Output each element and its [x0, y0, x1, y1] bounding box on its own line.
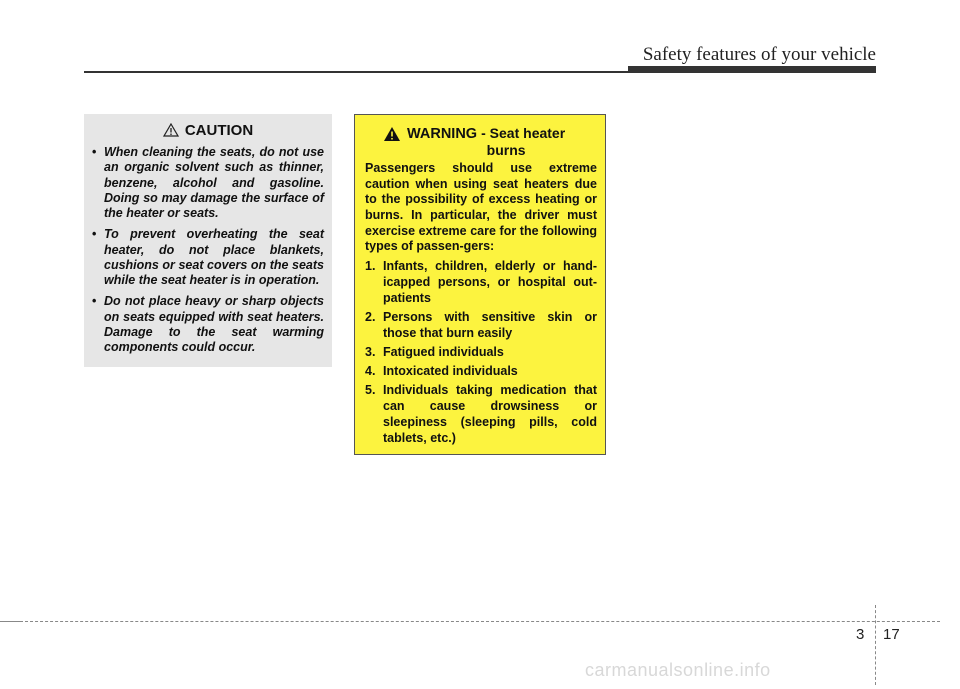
- warning-item: 3. Fatigued individuals: [365, 344, 504, 359]
- caution-title: CAUTION: [184, 122, 254, 139]
- bullet-icon: •: [92, 145, 97, 159]
- bullet-icon: •: [92, 227, 97, 242]
- footer-rule-left: [0, 621, 20, 622]
- caution-heading: [92, 122, 324, 141]
- page-number: 17: [883, 626, 900, 643]
- warning-subtitle: - Seat heater: [481, 125, 566, 141]
- caution-item: • When cleaning the seats, do not use an organic solvent such as thinner, benzene, alcohol and gasoline. Doing so may damage the surface of the heater or seats.: [92, 145, 324, 220]
- page-header-title: Safety features of your vehicle: [642, 44, 876, 65]
- chapter-number: 3: [856, 626, 865, 643]
- warning-item: 1. Infants, children, elderly or hand-icapped persons, or hospital out-patients: [365, 258, 597, 305]
- watermark-text: carmanualsonline.info: [585, 660, 771, 680]
- caution-list: [92, 145, 324, 355]
- warning-intro: Passengers should use extreme caution when using seat heaters due to the possibility of excess heating or burns. In particular, the driver must exercise extreme care for the following types of passen-gers:: [365, 161, 597, 254]
- footer-rule: [20, 621, 940, 622]
- warning-item: 2. Persons with sensitive skin or those that burn easily: [365, 309, 597, 340]
- warning-subtitle-cont: burns: [486, 142, 526, 158]
- warning-item: 4. Intoxicated individuals: [365, 363, 518, 378]
- warning-label: WARNING: [407, 126, 478, 142]
- footer-divider: [875, 605, 876, 685]
- warning-heading: [383, 125, 597, 158]
- bullet-icon: •: [92, 294, 97, 309]
- header-rule-accent: [628, 66, 876, 72]
- caution-box: [84, 114, 332, 367]
- caution-item: • To prevent overheating the seat heater, do not place blankets, cushions or seat covers on the seats while the seat heater is in operation.: [92, 227, 324, 287]
- warning-box: [354, 114, 606, 455]
- caution-triangle-icon: [163, 123, 179, 141]
- warning-list: [365, 258, 597, 446]
- caution-item: • Do not place heavy or sharp objects on seats equipped with seat heaters. Damage to the seat warming components could occur.: [92, 294, 324, 354]
- warning-triangle-icon: [383, 126, 401, 146]
- warning-item: 5. Individuals taking medication that can cause drowsiness or sleepiness (sleeping pills, cold tablets, etc.): [365, 382, 597, 445]
